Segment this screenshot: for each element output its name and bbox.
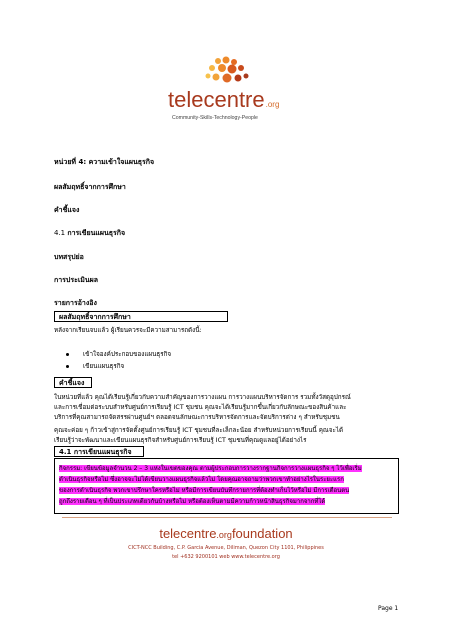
- instructions-para-2: คุณจะค่อย ๆ ก้าวเข้าสู่การจัดตั้งศูนย์การเรียนรู้ ICT ชุมชนที่ละเล็กละน้อย สำหรับหน่วยการเรียนนี้ คุณจะได้ เรียนรู้ว่าจะพัฒนาและเขียนแผนธุรกิจสำหรับศูนย์การเรียนรู้ ICT ชุมชนที่คุณดูแลอยู่ได้อย่างไร: [54, 427, 344, 444]
- activity-box: [54, 458, 399, 514]
- logo-dots-icon: [196, 55, 256, 87]
- bullet-icon: [66, 353, 69, 356]
- logo-tagline: Community-Skills-Technology-People: [172, 115, 258, 121]
- section-heading-outcomes: ผลสัมฤทธิ์จากการศึกษา: [54, 311, 228, 322]
- toc-summary: บทสรุปย่อ: [54, 253, 84, 261]
- logo-wordmark: telecentre.org: [168, 87, 280, 112]
- bullet-icon: [66, 365, 69, 368]
- unit-title: หน่วยที่ 4: ความเข้าใจแผนธุรกิจ: [54, 158, 155, 166]
- section-heading-instructions: คำชี้แจง: [54, 377, 92, 388]
- footer-wordmark: telecentre.orgfoundation: [159, 526, 293, 541]
- section-heading-41: 4.1 การเขียนแผนธุรกิจ: [54, 446, 144, 457]
- toc-references: รายการอ้างอิง: [54, 299, 97, 307]
- outcomes-intro: หลังจากเรียนจบแล้ว ผู้เรียนควรจะมีความสามารถดังนี้:: [54, 327, 202, 334]
- telecentre-logo: [168, 55, 288, 125]
- footer-divider: [62, 517, 392, 518]
- activity-line-2: ดำเนินธุรกิจหรือไม่ ซึ่งอาจจะไม่ได้เขียนวางแผนธุรกิจแล้วไม่ โดยคุณอาจถามว่าพวกเขาทำอย่างไรในระยะแรก: [59, 476, 344, 483]
- toc-instructions: คำชี้แจง: [54, 206, 80, 214]
- footer-address: CICT-NCC Building, C.P. Garcia Avenue, Diliman, Quezon City 1101, Philippines: [128, 545, 324, 551]
- page-number: Page 1: [378, 605, 399, 612]
- footer-contact: tel +632 9200101 web www.telecentre.org: [172, 554, 280, 560]
- toc-outcomes: ผลสัมฤทธิ์จากการศึกษา: [54, 183, 126, 191]
- outcome-bullet-1: เข้าใจองค์ประกอบของแผนธุรกิจ: [66, 349, 171, 359]
- activity-line-1: กิจกรรม: เขียนข้อมูลจำนวน 2 – 3 แห่งในเขตของคุณ ตามผู้ประกอบการวางรากฐานกิจการวางแผนธุรกิจ ๆ ไว้เพื่อเริ่ม: [59, 465, 362, 472]
- activity-line-3: ของการดำเนินธุรกิจ พวกเขาปรึกษาใครหรือไม่ หรือมีการเขียนบันทึกรายการที่ต้องทำเก็บไว้หรือไม่ มีการเตือนตน: [59, 487, 350, 494]
- toc-item-41: 4.1 การเขียนแผนธุรกิจ: [54, 229, 126, 237]
- outcome-bullet-2: เขียนแผนธุรกิจ: [66, 361, 124, 371]
- instructions-para-1: ในหน่วยที่แล้ว คุณได้เรียนรู้เกี่ยวกับความสำคัญของการวางแผน การวางแผนบริหารจัดการ รวมทั้งวัสดุอุปกรณ์ และการเชื่อมต่อระบบสำหรับศูนย์การเรียนรู้ ICT ชุมชน คุณจะได้เรียนรู้มากขึ้นเกี่ยวกับลักษณะของสินค้าและ บริการที่คุณสามารถจัดสรรผ่านศูนย์ฯ ตลอดจนลักษณะการบริหารจัดการและจัดบริการต่าง ๆ สำหรับชุมชน: [54, 394, 351, 421]
- toc-assessment: การประเมินผล: [54, 276, 99, 284]
- activity-line-4: ถูกถึงรายเดือน ๆ ที่เป็นประเภทเดียวกันบ้างหรือไม่ หรือต้องเห็นตามมีความก้าวหน้าสินธุรกิจมากจากที่ได้: [59, 498, 326, 505]
